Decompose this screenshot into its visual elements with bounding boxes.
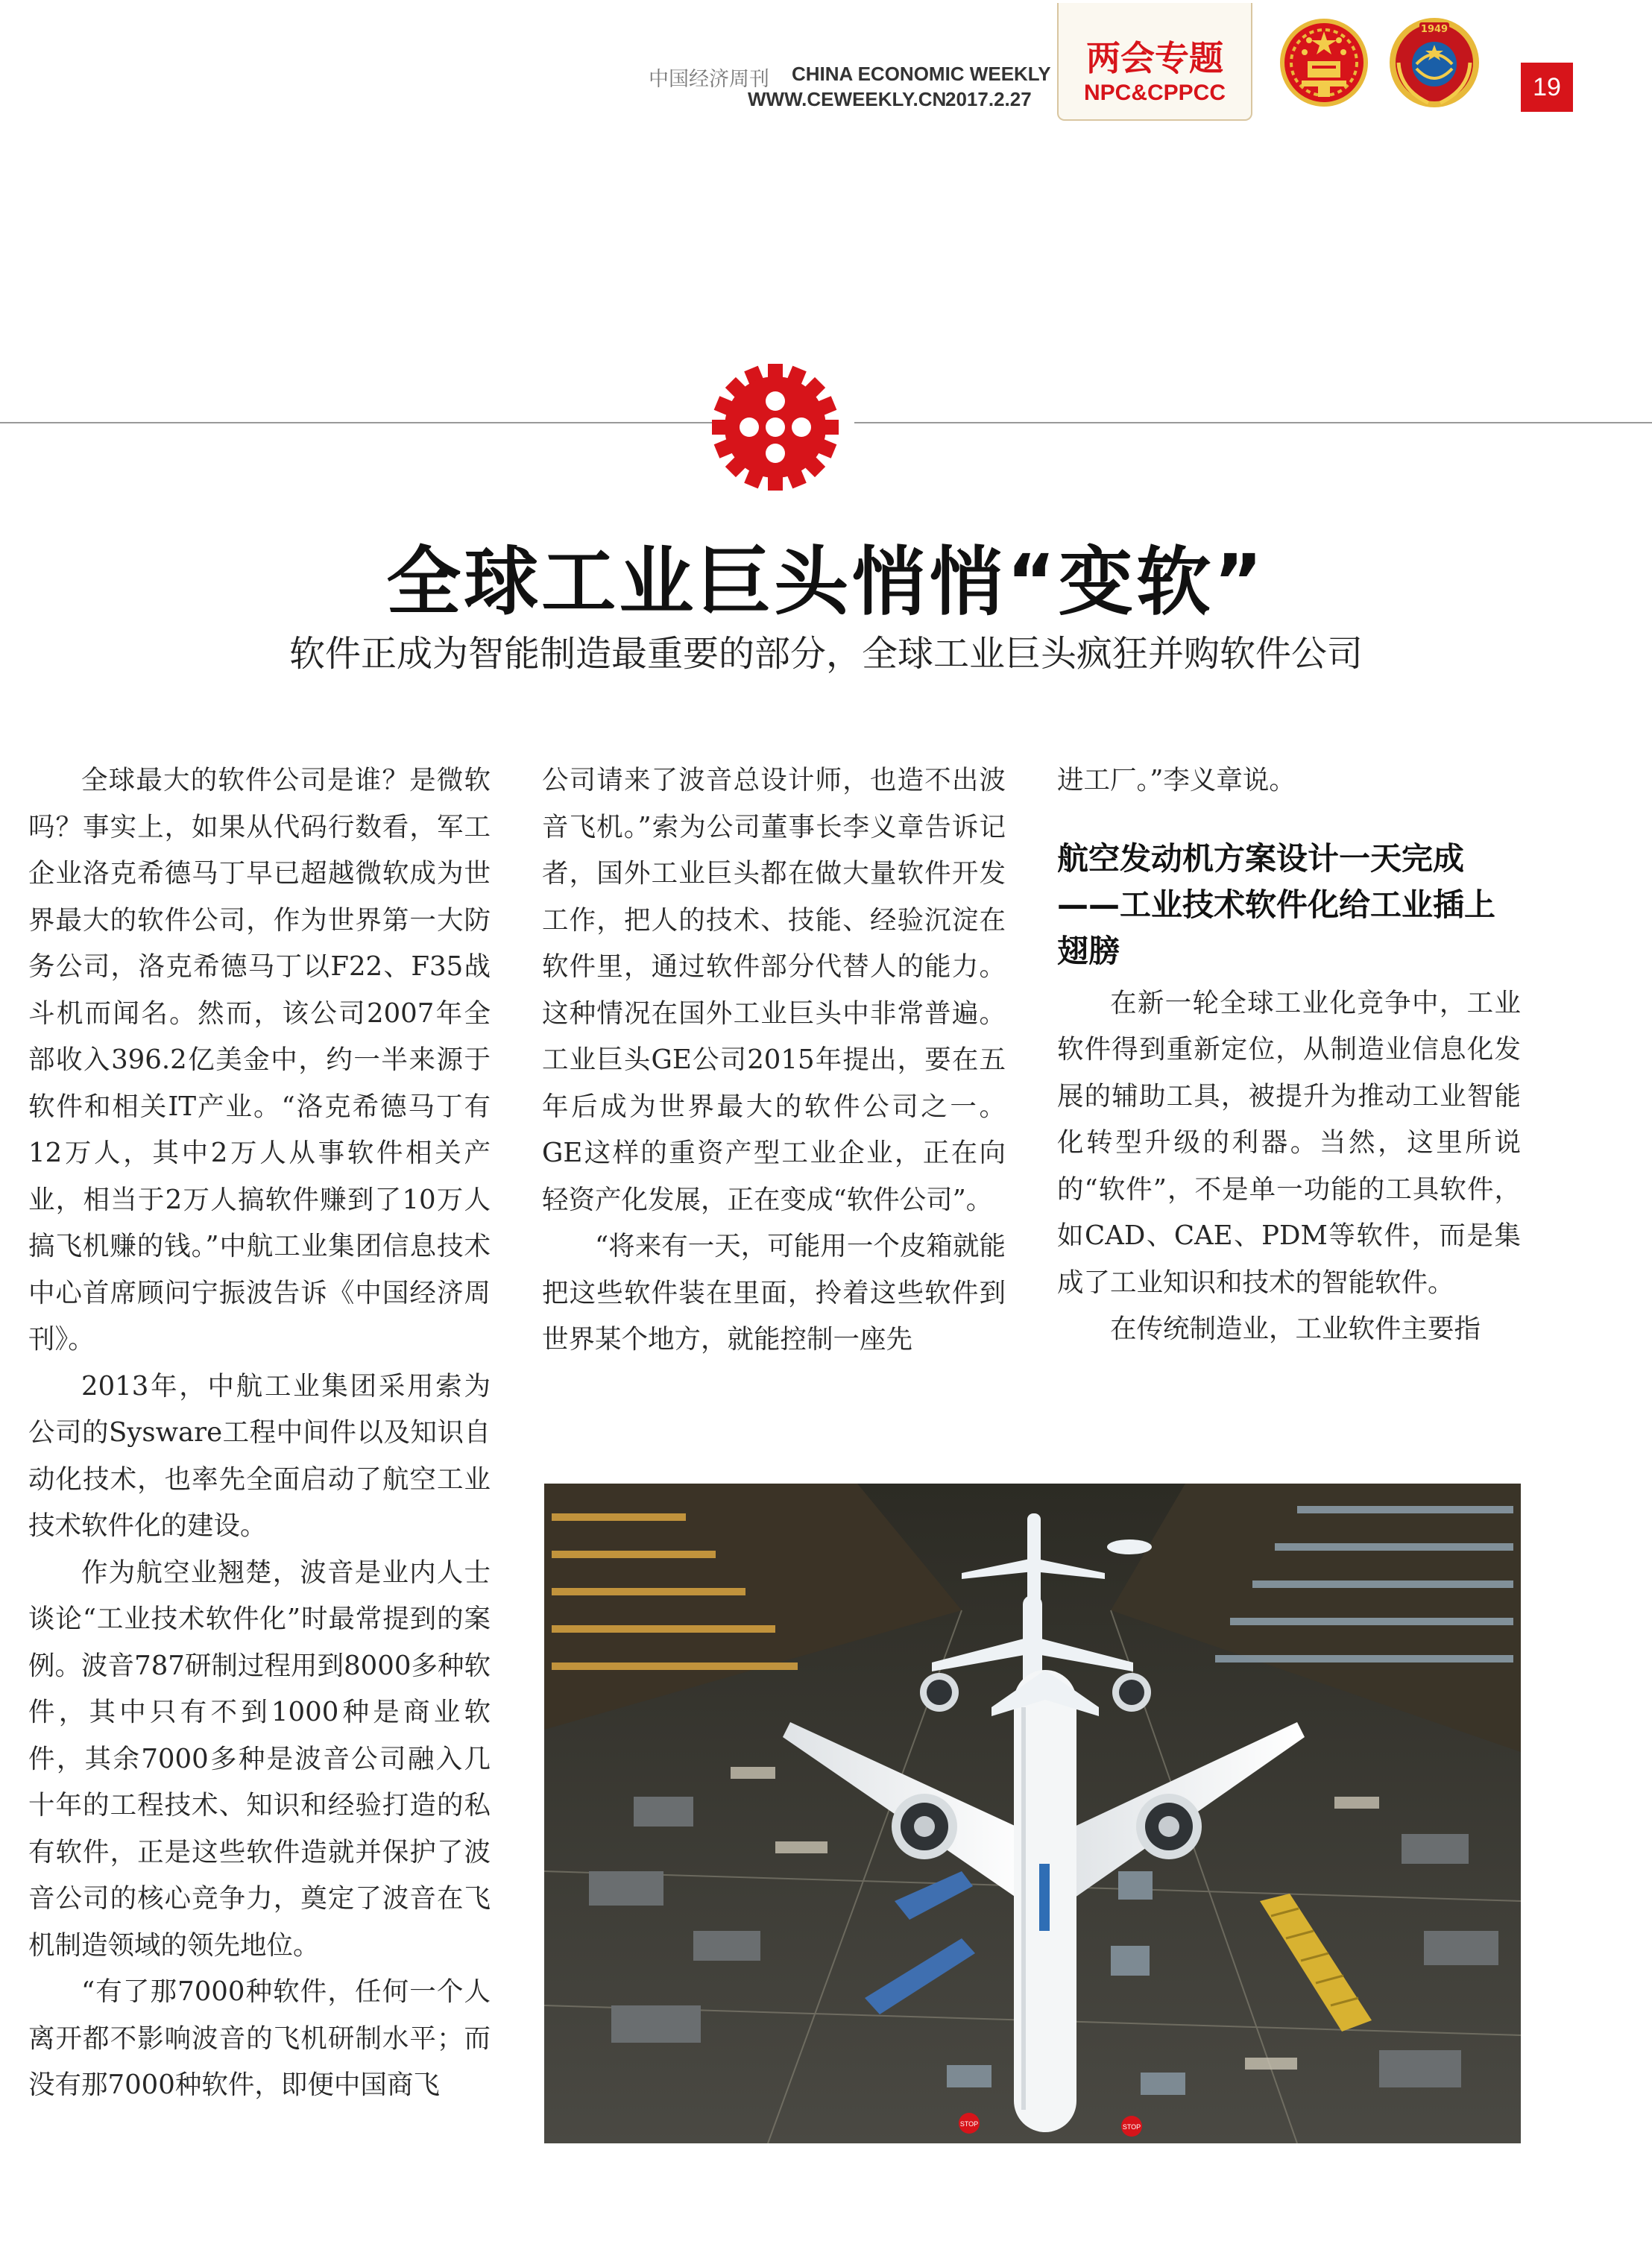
aircraft-factory-photo	[544, 1484, 1521, 2143]
paragraph: 在新一轮全球工业化竞争中，工业软件得到重新定位，从制造业信息化发展的辅助工具，被提升为推动工业智能化转型升级的利器。当然，这里所说的“软件”，不是单一功能的工具软件，如CAD、CAE、PDM等软件，而是集成了工业知识和技术的智能软件。	[1057, 987, 1521, 1298]
body-column-3	[1057, 757, 1521, 1353]
section-badge	[1057, 3, 1252, 121]
paragraph: 作为航空业翘楚，波音是业内人士谈论“工业技术软件化”时最常提到的案例。波音787研制过程用到8000多种软件，其中只有不到1000种是商业软件，其余7000多种是波音公司融入几十年的工程技术、知识和经验打造的私有软件，正是这些软件造就并保护了波音公司的核心竞争力，奠定了波音在飞机制造领域的领先地位。	[28, 1557, 491, 1961]
stop-sign-icon	[959, 2113, 980, 2134]
paragraph: 公司请来了波音总设计师，也造不出波音飞机。”索为公司董事长李义章告诉记者，国外工业巨头都在做大量软件开发工作，把人的技术、技能、经验沉淀在软件里，通过软件部分代替人的能力。这种情况在国外工业巨头中非常普遍。工业巨头GE公司2015年提出，要在五年后成为世界最大的软件公司之一。GE这样的重资产型工业企业，正在向轻资产化发展，正在变成“软件公司”。	[542, 765, 1006, 1215]
paragraph: 2013年，中航工业集团采用索为公司的Sysware工程中间件以及知识自动化技术，也率先全面启动了航空工业技术软件化的建设。	[28, 1370, 491, 1541]
issue-date: 2017.2.27	[945, 88, 1032, 110]
svg-text:STOP: STOP	[959, 2120, 979, 2128]
publication-website: WWW.CEWEEKLY.CN	[748, 88, 947, 110]
article-title: 全球工业巨头悄悄“变软”	[386, 538, 1266, 625]
paragraph: 进工厂。”李义章说。	[1057, 765, 1296, 795]
body-column-1	[28, 757, 491, 2109]
svg-text:STOP: STOP	[1122, 2123, 1141, 2131]
gear-icon	[712, 364, 839, 491]
aircraft-fuselage	[1014, 1670, 1076, 2132]
cppcc-emblem-icon	[1387, 15, 1482, 110]
paragraph: “有了那7000种软件，任何一个人离开都不影响波音的飞机研制水平；而没有那7000种软件，即便中国商飞	[28, 1976, 491, 2100]
body-column-2	[542, 757, 1006, 1364]
publication-name-cn: 中国经济周刊	[649, 68, 769, 90]
section-divider-left	[0, 422, 716, 423]
section-divider-right	[854, 422, 1652, 423]
national-emblem-icon	[1279, 18, 1369, 107]
paragraph: 在传统制造业，工业软件主要指	[1110, 1314, 1481, 1344]
publication-name-en: CHINA ECONOMIC WEEKLY	[792, 63, 1051, 85]
emblem-year: 1949	[1420, 24, 1448, 35]
paragraph: 全球最大的软件公司是谁？是微软吗？事实上，如果从代码行数看，军工企业洛克希德马丁早已超越微软成为世界最大的软件公司，作为世界第一大防务公司，洛克希德马丁以F22、F35战斗机而闻名。然而，该公司2007年全部收入396.2亿美金中，约一半来源于软件和相关IT产业。“洛克希德马丁有12万人，其中2万人从事软件相关产业，相当于2万人搞软件赚到了10万人搞飞机赚的钱。”中航工业集团信息技术中心首席顾问宁振波告诉《中国经济周刊》。	[28, 765, 491, 1355]
section-badge-en: NPC&CPPCC	[1083, 81, 1226, 105]
page-number: 19	[1521, 63, 1573, 112]
article-subtitle: 软件正成为智能制造最重要的部分，全球工业巨头疯狂并购软件公司	[289, 633, 1363, 675]
paragraph: “将来有一天，可能用一个皮箱就能把这些软件装在里面，拎着这些软件到世界某个地方，就能控制一座先	[542, 1231, 1006, 1355]
section-badge-cn: 两会专题	[1086, 38, 1223, 78]
stop-sign-icon	[1121, 2116, 1142, 2137]
section-subtitle: 航空发动机方案设计一天完成——工业技术软件化给工业插上翅膀	[1057, 839, 1496, 969]
